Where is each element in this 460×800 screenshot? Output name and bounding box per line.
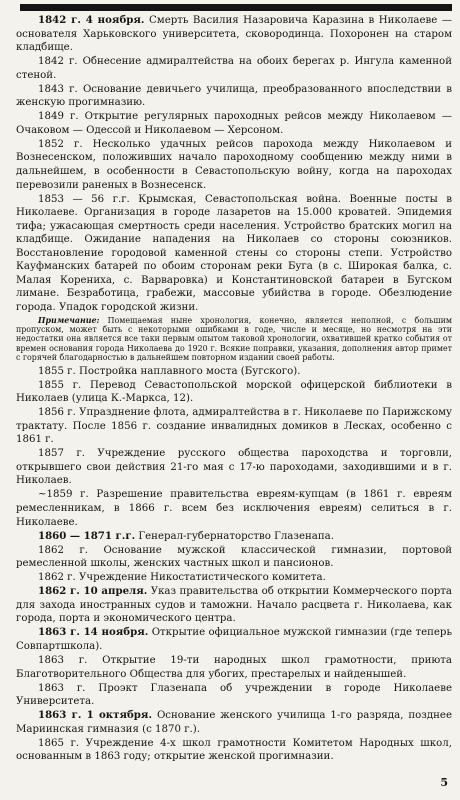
chronology-entry — [16, 709, 452, 736]
chronology-entry — [16, 406, 452, 447]
entry-date: 1849 г. — [38, 111, 79, 123]
chronology-entries — [16, 14, 452, 764]
entry-text: Учреждение русского общества пароходства и торговли, открывшего свои действия 21-го мая с 17-ю пароходами, заходившими и в г. Николаев. — [16, 448, 452, 487]
entry-text: Основание девичьего училища, преобразованного впоследствии в женскую прогимназию. — [16, 83, 452, 109]
entry-date: 1842 г. 4 ноября. — [38, 14, 145, 26]
top-rule — [20, 4, 452, 11]
chronology-entry — [16, 447, 452, 488]
chronology-entry — [16, 14, 452, 55]
chronology-entry — [16, 544, 452, 571]
chronology-entry — [16, 530, 452, 544]
entry-text: Крымская, Севастопольская война. Военные посты в Николаеве. Организация в городе лазаретов на 15.000 кроватей. Эпидемия тифа; ужасающая смертность среди населения. Устройство братских могил на кладбище. Ожидание нападения на Николаев со стороны союзников. Восстановление городовой каменной стены со стороны степи. Устройство Кауфманских батарей по обоим сторонам реки Буга (в с. Широкая балка, с. Малая Корениха, с. Варваровка) и Константиновской батареи в Бугском лимане. Безработица, грабежи, массовые убийства в городе. Обезлюдение города. Упадок городской жизни. — [16, 193, 452, 313]
entry-text: Учреждение Никостатистического комитета. — [79, 572, 326, 584]
chronology-entry — [16, 488, 452, 529]
chronology-entry — [16, 571, 452, 585]
entry-date: 1860 — 1871 г.г. — [38, 529, 136, 542]
entry-text: Смерть Василия Назаровича Каразина в Николаеве — основателя Харьковского университета, сковородинца. Похоронен на старом кладбище. — [16, 15, 452, 54]
entry-text: Несколько удачных рейсов парохода между Николаевом и Вознесенском, положивших начало пароходному сообщению между ними в дальнейшем, в особенности в Севастопольскую войну, когда на пароходах перевозили раненых в Вознесенск. — [16, 138, 452, 191]
entry-date: 1862 г. 10 апреля. — [38, 585, 148, 598]
chronology-entry — [16, 682, 452, 709]
entry-date: 1843 г. — [38, 83, 78, 95]
entry-text: Перевод Севастопольской морской офицерской библиотеки в Николаев (улица К.-Маркса, 12). — [16, 379, 452, 405]
chronology-entry — [16, 83, 452, 110]
entry-date: 1863 г. — [38, 655, 88, 667]
note-label: Примечание: — [38, 315, 100, 325]
author-note — [16, 316, 452, 363]
chronology-entry — [16, 138, 452, 192]
chronology-entry — [16, 585, 452, 626]
entry-date: 1863 г. 14 ноября. — [38, 626, 149, 639]
chronology-entry — [16, 737, 452, 764]
chronology-entry — [16, 626, 452, 653]
chronology-entry — [16, 379, 452, 406]
chronology-entry — [16, 55, 452, 82]
entry-date: 1855 г. — [38, 379, 82, 391]
entry-text: Основание женского училища 1-го разряда, позднее Мариинская гимназия (с 1870 г.). — [16, 710, 452, 735]
entry-date: ~1859 г. — [38, 489, 89, 501]
entry-date: 1853 — 56 г.г. — [38, 193, 130, 205]
entry-date: 1862 г. — [38, 544, 88, 556]
entry-text: Открытие регулярных пароходных рейсов между Николаевом — Очаковом — Одессой и Николаевом — Херсоном. — [16, 111, 452, 136]
chronology-entry — [16, 110, 452, 137]
entry-date: 1857 г. — [38, 448, 85, 460]
entry-text: Обнесение адмиралтейства на обоих берегах р. Ингула каменной стеной. — [16, 56, 452, 81]
entry-date: 1852 г. — [38, 138, 83, 150]
entry-date: 1863 г. — [38, 682, 86, 694]
note-text: Помещаемая ныне хронология, конечно, является неполной, с большим пропуском, может быть с некоторыми ошибками в годе, числе и месяце, но несмотря на эти недостатки она является все таки первым опытом таковой хронологии, охватившей кратко события от времен основания города Николаева до 1920 г. Всякие поправки, указания, дополнения автор примет с горячей благодарностью в дальнейшем повторном издании своей работы. — [16, 315, 452, 363]
entry-date: 1865 г. — [38, 737, 80, 749]
entry-text: Основание мужской классической гимназии, портовой ремесленной школы, женских частных школ и пансионов. — [16, 544, 452, 570]
entry-text: Генерал-губернаторство Глазенапа. — [138, 530, 334, 542]
entry-date: 1863 г. 1 октября. — [38, 709, 152, 722]
page-number: 5 — [440, 776, 448, 789]
entry-text: Указ правительства об открытии Коммерческого порта для захода иностранных судов и таможни. Начало расцвета г. Николаева, как города, порта и экономического центра. — [16, 586, 452, 625]
entry-date: 1855 г. — [38, 365, 76, 377]
entry-text: Открытие 19-ти народных школ грамотности, приюта Благотворительного Общества для убогих, престарелых и найденышей. — [16, 655, 452, 680]
entry-text: Постройка наплавного моста (Бугского). — [79, 365, 301, 377]
chronology-entry — [16, 365, 452, 379]
entry-text: Учреждение 4-х школ грамотности Комитетом Народных школ, основанным в 1863 году; открытие женской прогимназии. — [16, 737, 452, 763]
entry-text: Проэкт Глазенапа об учреждении в городе Николаеве Университета. — [16, 682, 452, 708]
entry-text: Упразднение флота, адмиралтейства в г. Николаеве по Парижскому трактату. После 1856 г. создание инвалидных домиков в Лесках, особенно с 1861 г. — [16, 407, 452, 446]
entry-text: Разрешение правительства евреям-купцам (в 1861 г. евреям ремесленникам, в 1866 г. всем без исключения евреям) селиться в г. Николаеве. — [16, 489, 452, 528]
entry-date: 1842 г. — [38, 56, 78, 68]
chronology-entry — [16, 654, 452, 681]
entry-date: 1862 г. — [38, 572, 76, 584]
entry-date: 1856 г. — [38, 407, 76, 419]
chronology-entry — [16, 193, 452, 315]
entry-text: Открытие официальное мужской гимназии (где теперь Совпартшкола). — [16, 627, 452, 652]
